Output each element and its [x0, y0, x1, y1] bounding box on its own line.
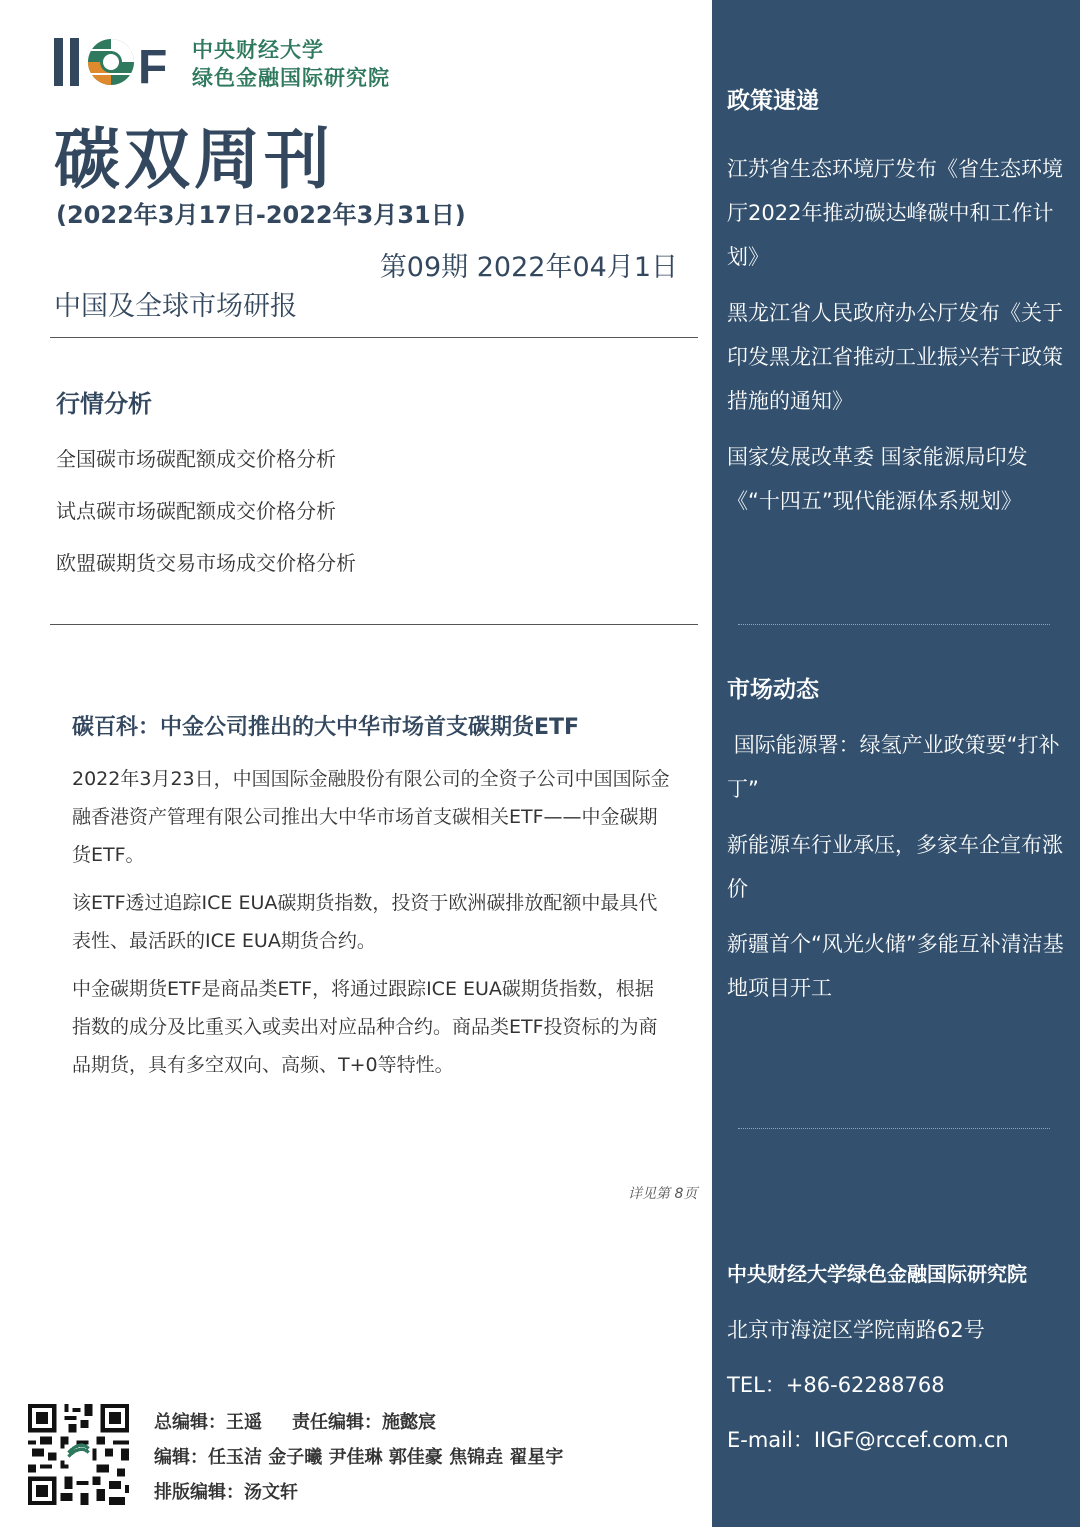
- market-news-item[interactable]: 国际能源署：绿氢产业政策要“打补丁”: [727, 733, 1060, 801]
- org-name-line1: 中央财经大学: [192, 38, 324, 62]
- iigf-logo: [54, 36, 176, 88]
- qr-code-icon: [28, 1404, 129, 1505]
- policy-item[interactable]: 黑龙江省人民政府办公厅发布《关于印发黑龙江省推动工业振兴若干政策措施的通知》: [727, 301, 1063, 413]
- layout-editor: 排版编辑：汤文轩: [154, 1482, 298, 1503]
- article-paragraph: 该ETF透过追踪ICE EUA碳期货指数，投资于欧洲碳排放配额中最具代表性、最活跃的ICE EUA期货合约。: [72, 892, 658, 952]
- institute-name: 中央财经大学绿色金融国际研究院: [727, 1262, 1027, 1286]
- header-divider: [50, 337, 698, 338]
- market-analysis-item[interactable]: 全国碳市场碳配额成交价格分析: [56, 447, 336, 471]
- article-title[interactable]: 碳百科：中金公司推出的大中华市场首支碳期货ETF: [72, 715, 580, 740]
- managing-editor: 责任编辑：施懿宸: [292, 1412, 436, 1433]
- editorial-credits: [154, 1405, 563, 1510]
- article-body: [72, 760, 672, 1094]
- editors: 编辑：任玉洁 金子曦 尹佳琳 郭佳豪 焦锦垚 翟星宇: [154, 1447, 564, 1468]
- sidebar-divider: [738, 1128, 1050, 1129]
- article-paragraph: 中金碳期货ETF是商品类ETF，将通过跟踪ICE EUA碳期货指数，根据指数的成分及比重买入或卖出对应品种合约。商品类ETF投资标的为商品期货，具有多空双向、高频、T+0等特性。: [72, 978, 658, 1076]
- article-paragraph: 2022年3月23日，中国国际金融股份有限公司的全资子公司中国国际金融香港资产管理有限公司推出大中华市场首支碳相关ETF——中金碳期货ETF。: [72, 768, 670, 866]
- address: 北京市海淀区学院南路62号: [727, 1318, 985, 1342]
- policy-item[interactable]: 国家发展改革委 国家能源局印发《“十四五”现代能源体系规划》: [727, 445, 1028, 513]
- globe-icon: [88, 39, 134, 85]
- email-link[interactable]: E-mail：IIGF@rccef.com.cn: [727, 1428, 1009, 1452]
- section-divider: [50, 624, 698, 625]
- svg-text:F: F: [138, 41, 168, 88]
- sidebar-divider: [738, 624, 1050, 625]
- issue-number: 第09期 2022年04月1日: [379, 252, 678, 283]
- date-range: (2022年3月17日-2022年3月31日): [56, 201, 466, 229]
- policy-heading: 政策速递: [727, 88, 819, 114]
- see-more-link[interactable]: 详见第 8页: [628, 1186, 698, 1202]
- org-name-line2: 绿色金融国际研究院: [192, 66, 390, 90]
- publication-title: 碳双周刊: [54, 121, 334, 198]
- policy-item[interactable]: 江苏省生态环境厅发布《省生态环境厅2022年推动碳达峰碳中和工作计划》: [727, 157, 1063, 269]
- market-analysis-item[interactable]: 欧盟碳期货交易市场成交价格分析: [56, 551, 356, 575]
- market-news-item[interactable]: 新疆首个“风光火储”多能互补清洁基地项目开工: [727, 932, 1064, 1000]
- market-news-heading: 市场动态: [727, 677, 819, 703]
- phone: TEL：+86-62288768: [727, 1373, 945, 1397]
- market-analysis-item[interactable]: 试点碳市场碳配额成交价格分析: [56, 499, 336, 523]
- chief-editor: 总编辑：王遥: [154, 1412, 262, 1433]
- market-news-item[interactable]: 新能源车行业承压，多家车企宣布涨价: [727, 833, 1063, 901]
- market-analysis-heading: 行情分析: [56, 390, 152, 418]
- report-subtitle: 中国及全球市场研报: [54, 291, 297, 322]
